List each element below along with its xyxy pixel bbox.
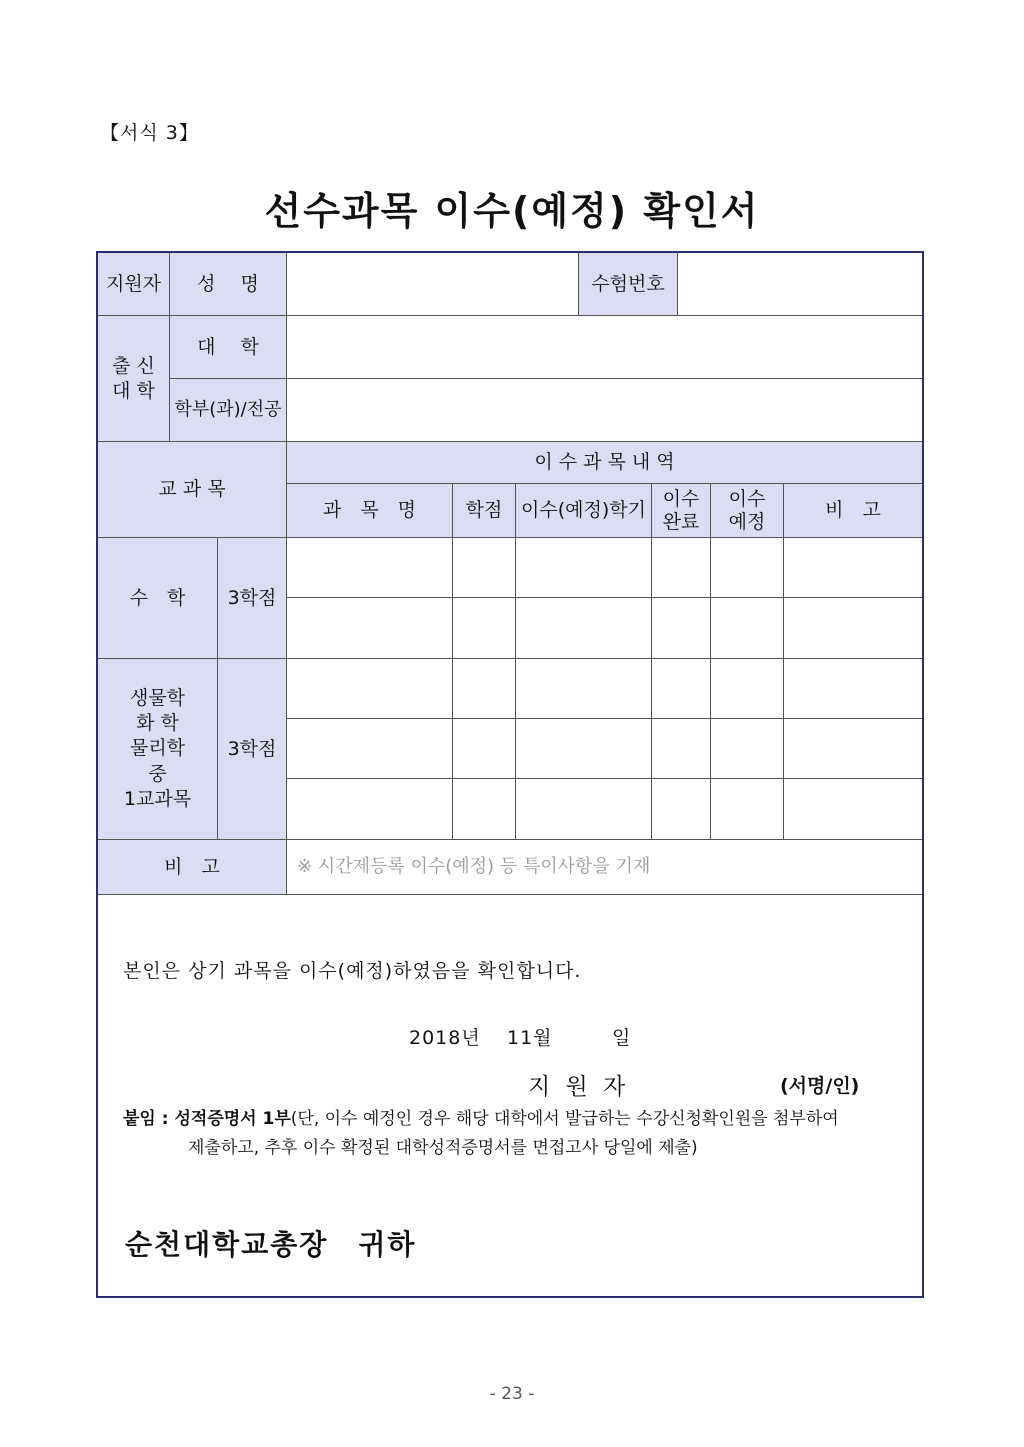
name-label: 성 명 xyxy=(170,253,287,316)
name-field[interactable] xyxy=(287,253,579,316)
course-cell[interactable] xyxy=(516,659,652,719)
remarks-label: 비 고 xyxy=(98,840,287,895)
course-cell[interactable] xyxy=(516,719,652,779)
course-cell[interactable] xyxy=(784,538,922,598)
course-cell[interactable] xyxy=(453,659,516,719)
col-credits: 학점 xyxy=(453,484,516,538)
course-cell[interactable] xyxy=(287,719,453,779)
signature-stamp-label: (서명/인) xyxy=(780,1075,860,1097)
course-cell[interactable] xyxy=(516,779,652,840)
course-cell[interactable] xyxy=(453,598,516,659)
science-area-label: 생물학 화 학 물리학 중 1교과목 xyxy=(98,659,218,840)
department-field[interactable] xyxy=(287,379,922,442)
course-cell[interactable] xyxy=(287,538,453,598)
course-cell[interactable] xyxy=(784,719,922,779)
university-label: 대 학 xyxy=(170,316,287,379)
course-cell[interactable] xyxy=(287,598,453,659)
course-cell[interactable] xyxy=(453,719,516,779)
course-history-header: 이 수 과 목 내 역 xyxy=(287,442,922,484)
subject-area-header: 교 과 목 xyxy=(98,442,287,538)
attachment-prefix: 붙임 : xyxy=(123,1109,175,1129)
date-day: 일 xyxy=(612,1027,632,1049)
course-cell[interactable] xyxy=(711,598,784,659)
course-cell[interactable] xyxy=(711,719,784,779)
course-cell[interactable] xyxy=(711,538,784,598)
document-title: 선수과목 이수(예정) 확인서 xyxy=(264,189,760,233)
attachment-note-line2: 제출하고, 추후 이수 확정된 대학성적증명서를 면접고사 당일에 제출) xyxy=(188,1137,698,1158)
col-semester: 이수(예정)학기 xyxy=(516,484,652,538)
course-cell[interactable] xyxy=(652,538,711,598)
course-cell[interactable] xyxy=(784,598,922,659)
course-cell[interactable] xyxy=(287,659,453,719)
origin-university-label: 출 신 대 학 xyxy=(98,316,170,442)
date-month: 11월 xyxy=(507,1027,553,1049)
science-credits-label: 3학점 xyxy=(218,659,287,840)
department-label: 학부(과)/전공 xyxy=(170,379,287,442)
course-cell[interactable] xyxy=(711,659,784,719)
course-cell[interactable] xyxy=(784,779,922,840)
math-area-label: 수 학 xyxy=(98,538,218,659)
course-cell[interactable] xyxy=(711,779,784,840)
col-planned: 이수 예정 xyxy=(711,484,784,538)
form-number-label: 【서식 3】 xyxy=(100,122,199,144)
course-cell[interactable] xyxy=(652,659,711,719)
declaration-text: 본인은 상기 과목을 이수(예정)하였음을 확인합니다. xyxy=(123,960,582,982)
course-cell[interactable] xyxy=(784,659,922,719)
col-course-name: 과 목 명 xyxy=(287,484,453,538)
date-year: 2018년 xyxy=(409,1027,481,1049)
course-cell[interactable] xyxy=(516,598,652,659)
exam-number-label: 수험번호 xyxy=(579,253,678,316)
addressee: 순천대학교총장 귀하 xyxy=(125,1228,417,1261)
course-cell[interactable] xyxy=(453,538,516,598)
university-field[interactable] xyxy=(287,316,922,379)
course-cell[interactable] xyxy=(453,779,516,840)
remarks-field[interactable]: ※ 시간제등록 이수(예정) 등 특이사항을 기재 xyxy=(287,840,922,895)
attachment-document: 성적증명서 1부 xyxy=(174,1109,291,1129)
course-cell[interactable] xyxy=(287,779,453,840)
form-table xyxy=(98,253,922,894)
course-cell[interactable] xyxy=(652,598,711,659)
math-credits-label: 3학점 xyxy=(218,538,287,659)
applicant-label: 지원자 xyxy=(98,253,170,316)
applicant-signature-label: 지 원 자 xyxy=(528,1074,630,1100)
page-number: - 23 - xyxy=(489,1384,535,1404)
exam-number-field[interactable] xyxy=(678,253,922,316)
col-completed: 이수 완료 xyxy=(652,484,711,538)
course-cell[interactable] xyxy=(516,538,652,598)
attachment-note-line1: (단, 이수 예정인 경우 해당 대학에서 발급하는 수강신청확인원을 첨부하여 xyxy=(290,1109,839,1129)
course-cell[interactable] xyxy=(652,719,711,779)
course-cell[interactable] xyxy=(652,779,711,840)
attachment-note xyxy=(123,1105,923,1163)
form-frame xyxy=(96,251,924,1298)
col-remarks: 비 고 xyxy=(784,484,922,538)
